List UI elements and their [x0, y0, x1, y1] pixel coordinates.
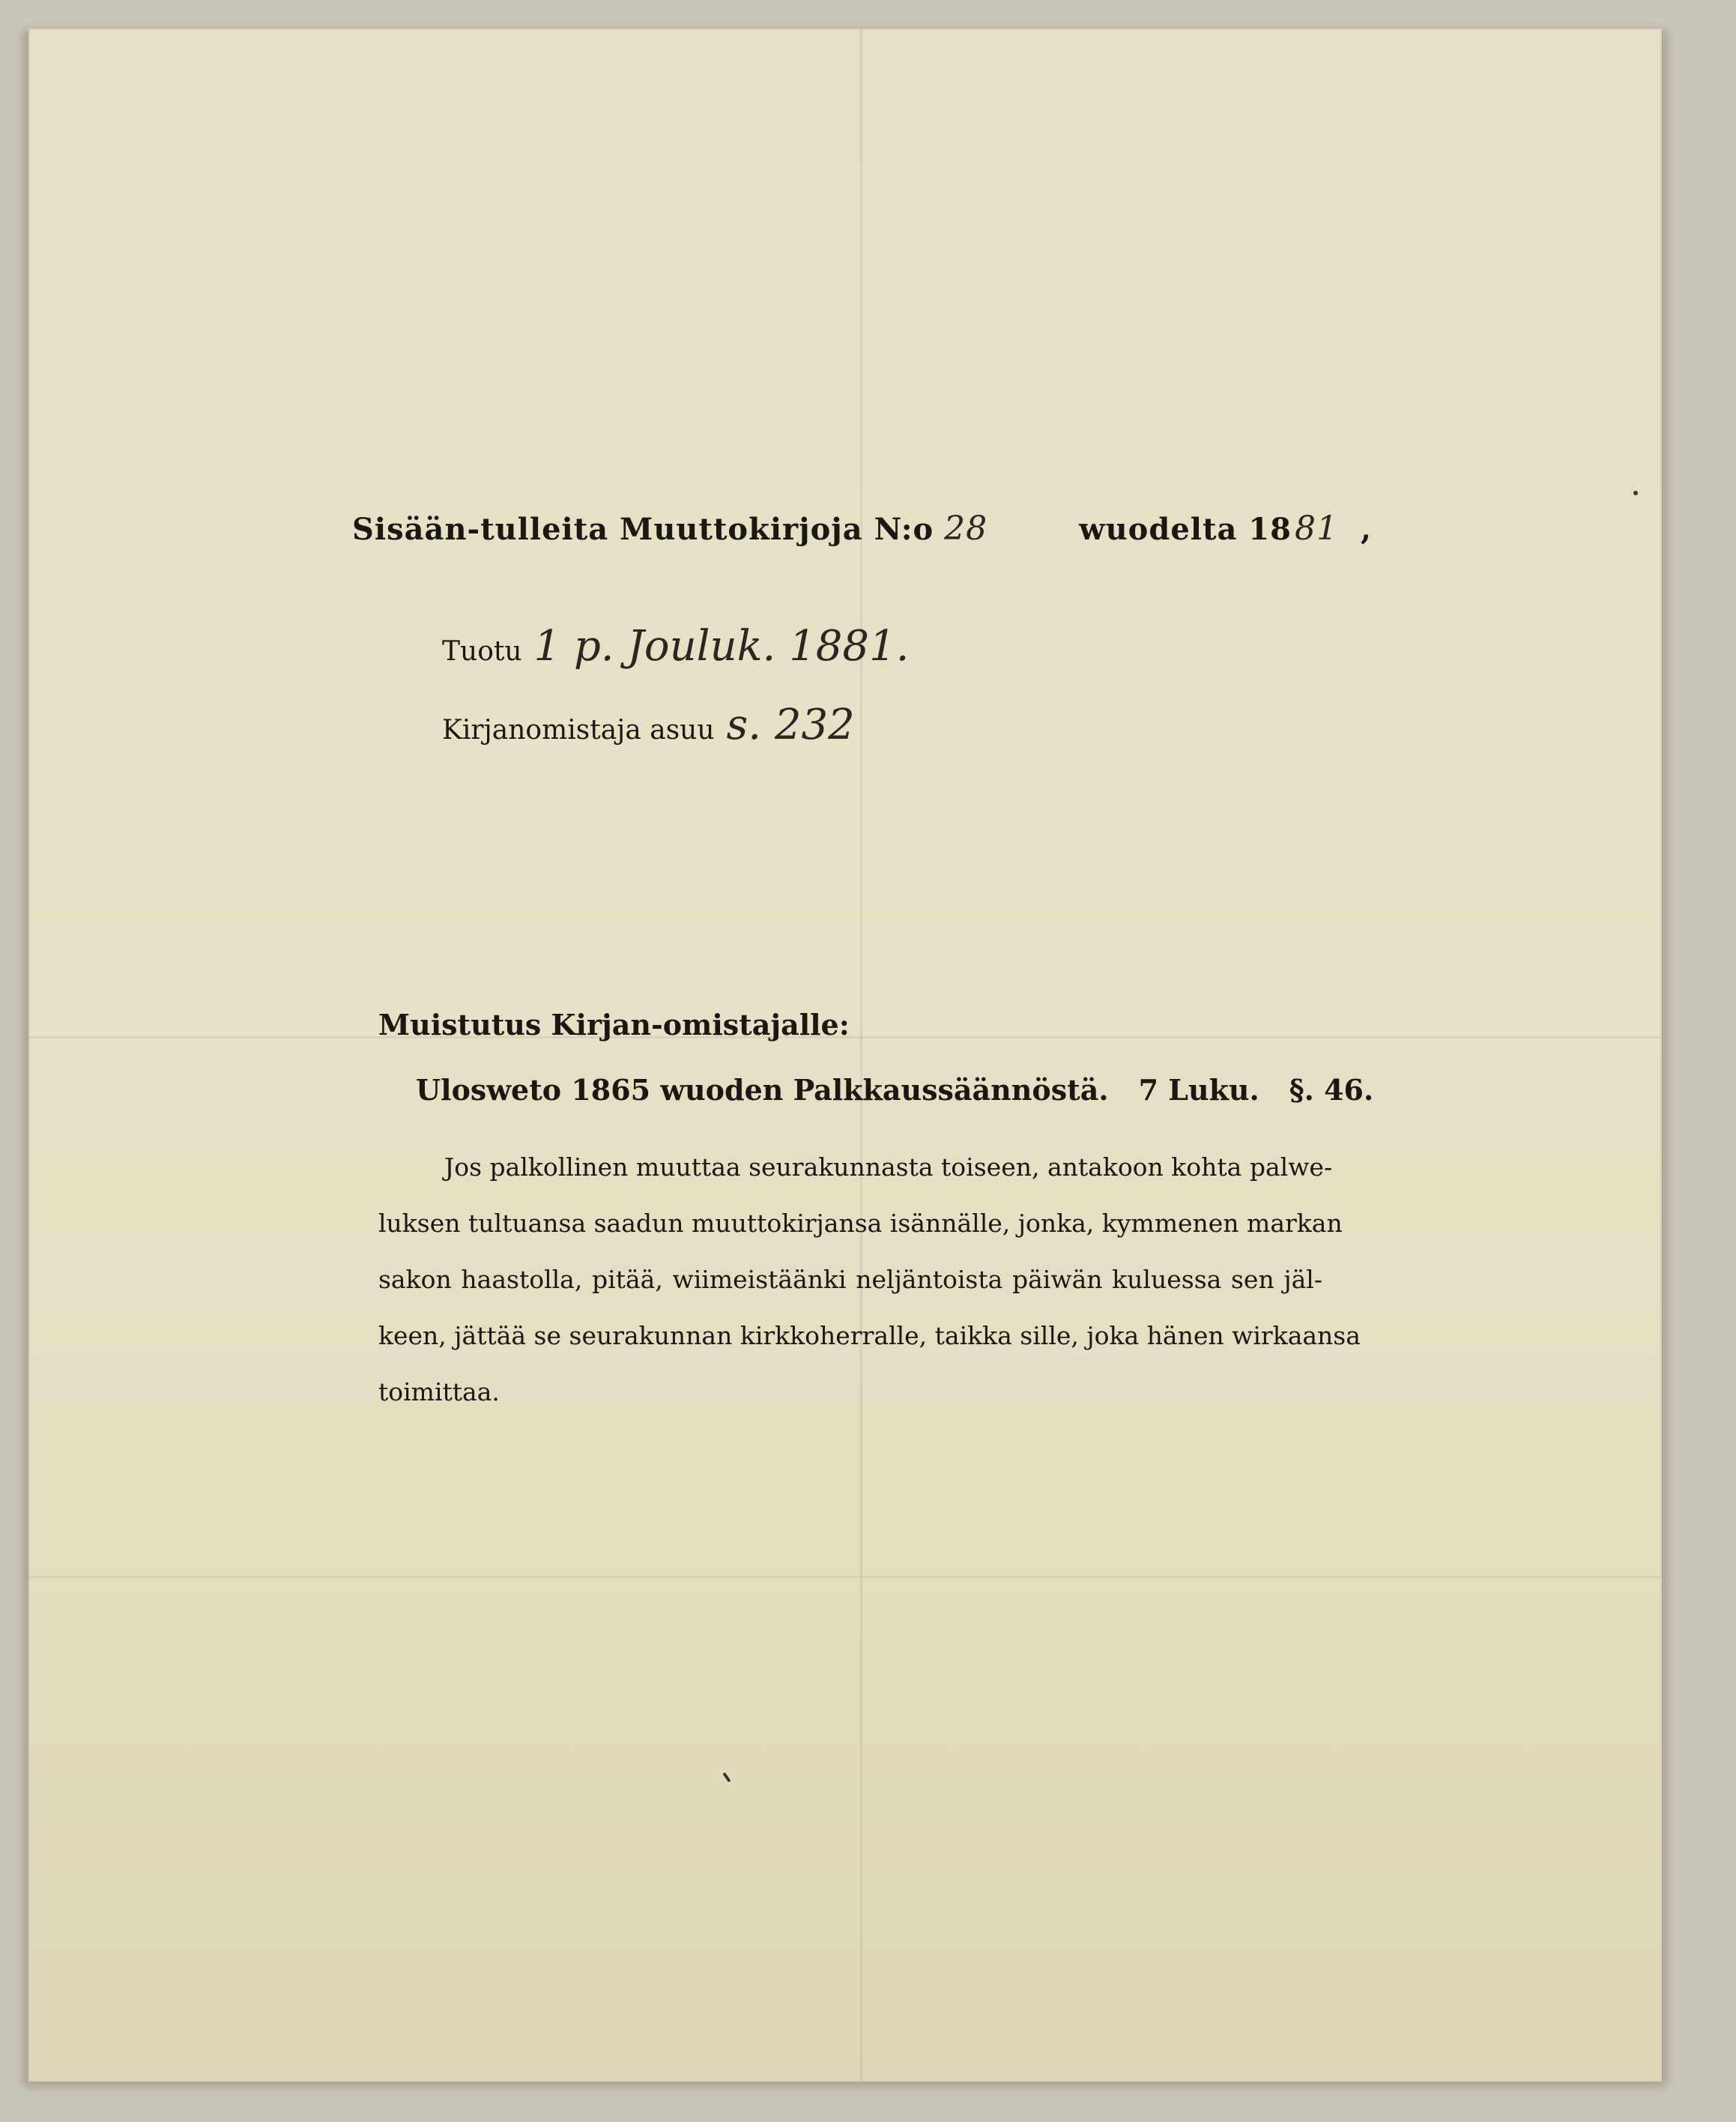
field-value-handwritten: 1 p. Jouluk. 1881.: [533, 622, 910, 671]
paper-speck: [1633, 491, 1638, 495]
field-tuotu: [442, 622, 909, 671]
fold-crease-vertical: [860, 28, 862, 2082]
heading-number-handwritten: 28: [944, 510, 988, 548]
heading-year-label: wuodelta 18: [1079, 512, 1292, 547]
fold-crease-horizontal-lower: [28, 1576, 1662, 1578]
heading-trailing: ,: [1360, 512, 1372, 547]
document-sheet: [28, 28, 1662, 2082]
field-value-handwritten: s. 232: [726, 701, 855, 749]
field-label: Kirjanomistaja asuu: [442, 715, 715, 746]
memo-title: Muistutus Kirjan-omistajalle:: [378, 1008, 850, 1042]
law-reference: [416, 1073, 1373, 1107]
paragraph-line: sakon haastolla, pitää, wiimeistäänki neljäntoista päiwän kuluessa sen jäl-: [378, 1265, 1322, 1294]
paragraph-line: toimittaa.: [378, 1377, 500, 1406]
law-reference-chapter: 7 Luku.: [1138, 1073, 1259, 1107]
paragraph-line: luksen tultuansa saadun muuttokirjansa isännälle, jonka, kymmenen markan: [378, 1209, 1343, 1238]
paragraph-line: Jos palkollinen muuttaa seurakunnasta toiseen, antakoon kohta palwe-: [444, 1152, 1333, 1182]
form-heading: [352, 510, 1372, 548]
field-kirjanomistaja: [442, 701, 855, 749]
field-label: Tuotu: [442, 636, 522, 667]
law-reference-main: Ulosweto 1865 wuoden Palkkaussäännöstä.: [416, 1073, 1109, 1107]
paragraph-line: keen, jättää se seurakunnan kirkkoherralle, taikka sille, joka hänen wirkaansa: [378, 1321, 1361, 1350]
heading-printed-text: Sisään-tulleita Muuttokirjoja N:o: [352, 512, 934, 547]
law-reference-section: §. 46.: [1289, 1073, 1374, 1107]
regulation-paragraph: [378, 1139, 1361, 1420]
heading-year-handwritten: 81: [1294, 510, 1338, 548]
